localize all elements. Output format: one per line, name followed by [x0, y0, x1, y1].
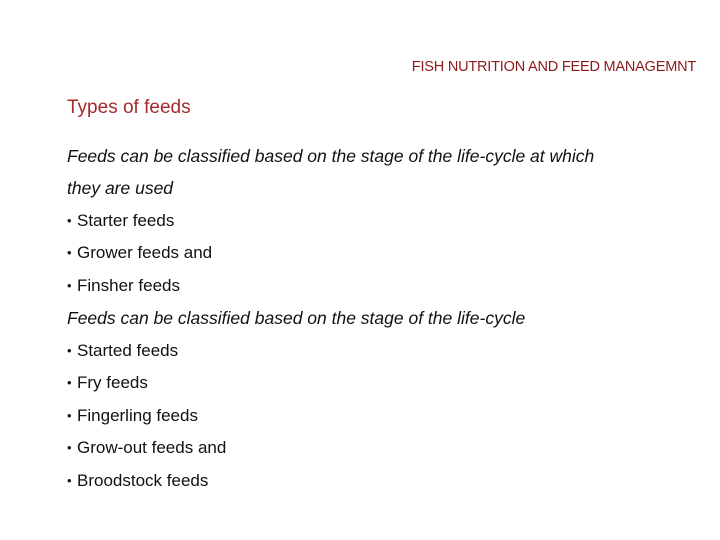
slide-header-title: FISH NUTRITION AND FEED MANAGEMNT: [411, 59, 696, 75]
section2-intro: Feeds can be classified based on the stage of the life-cycle: [67, 308, 526, 328]
list-item-label: Fry feeds: [77, 373, 148, 392]
bullet-dot: •: [67, 343, 72, 358]
bullet-dot: •: [67, 473, 72, 488]
list-item: [67, 211, 174, 231]
list-item-label: Fingerling feeds: [77, 406, 198, 425]
list-item: [67, 341, 178, 361]
list-item: [67, 243, 212, 263]
bullet-dot: •: [67, 213, 72, 228]
list-item-label: Finsher feeds: [77, 276, 180, 295]
list-item-label: Starter feeds: [77, 211, 175, 230]
bullet-dot: •: [67, 278, 72, 293]
bullet-dot: •: [67, 408, 72, 423]
list-item: [67, 276, 180, 296]
list-item: [67, 471, 208, 491]
section1-intro-line1: Feeds can be classified based on the stage of the life-cycle at which: [67, 146, 595, 166]
list-item: [67, 406, 198, 426]
list-item-label: Broodstock feeds: [77, 471, 209, 490]
bullet-dot: •: [67, 245, 72, 260]
list-item: [67, 373, 148, 393]
bullet-dot: •: [67, 440, 72, 455]
slide-heading: Types of feeds: [67, 97, 191, 118]
list-item-label: Grow-out feeds and: [77, 438, 227, 457]
list-item-label: Grower feeds and: [77, 243, 213, 262]
list-item: [67, 438, 226, 458]
list-item-label: Started feeds: [77, 341, 179, 360]
bullet-dot: •: [67, 375, 72, 390]
section1-intro-line2: they are used: [67, 178, 174, 198]
